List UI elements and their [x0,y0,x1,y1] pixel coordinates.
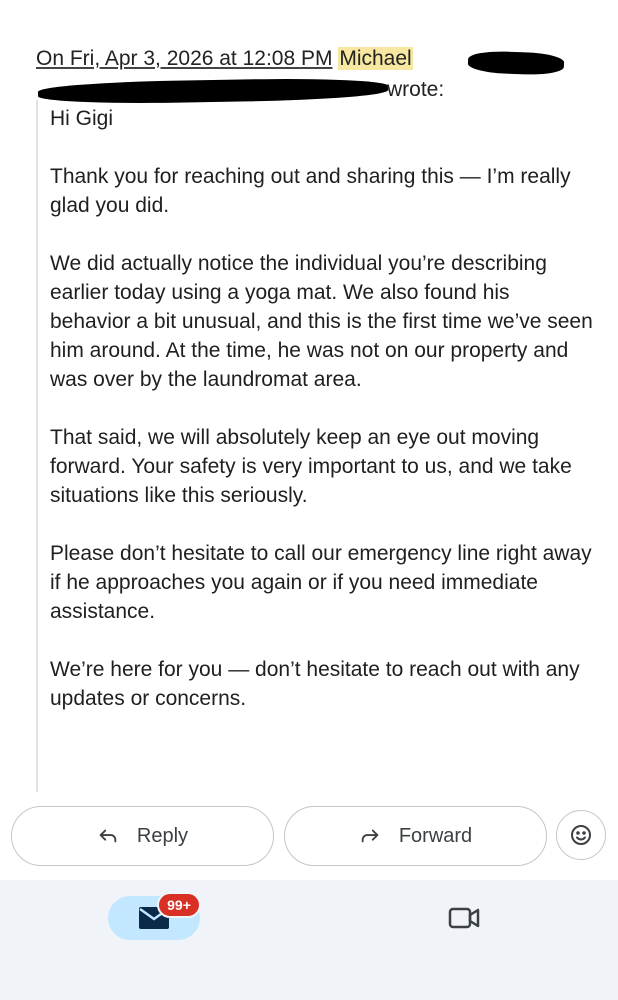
smiley-icon [569,823,593,847]
message-paragraph: Please don’t hesitate to call our emergency line right away if he approaches you again or if you need immediate assistance. [50,542,592,623]
reply-button[interactable] [11,806,274,866]
video-camera-icon[interactable] [447,904,481,932]
forward-button[interactable] [284,806,547,866]
quote-header [36,47,413,71]
quote-bar [36,100,38,792]
reply-arrow-icon [97,825,119,847]
message-body [50,104,595,742]
greeting: Hi Gigi [50,107,114,130]
sender-name[interactable]: Michael [339,47,412,70]
quote-date: On Fri, Apr 3, 2026 at 12:08 PM [36,47,333,70]
message-paragraph: We’re here for you — don’t hesitate to reach out with any updates or concerns. [50,658,580,710]
unread-count-badge: 99+ [157,892,201,918]
redacted-sender-surname [468,50,565,75]
redacted-sender-email [38,77,388,105]
forward-arrow-icon [359,825,381,847]
wrote-label: wrote: [387,78,445,101]
message-paragraph: We did actually notice the individual you’re describing earlier today using a yoga mat. We also found his behavior a bit unusual, and this is the first time we’ve seen him around. At the time, he was not on our property and was over by the laundromat area. [50,252,593,391]
forward-label: Forward [398,824,473,847]
message-paragraph: Thank you for reaching out and sharing this — I’m really glad you did. [50,165,571,217]
emoji-reaction-button[interactable] [556,810,606,860]
bottom-navigation [0,880,618,1000]
message-paragraph: That said, we will absolutely keep an eye out moving forward. Your safety is very important to us, and we take situations like this seriously. [50,426,572,507]
reply-label: Reply [136,824,189,847]
